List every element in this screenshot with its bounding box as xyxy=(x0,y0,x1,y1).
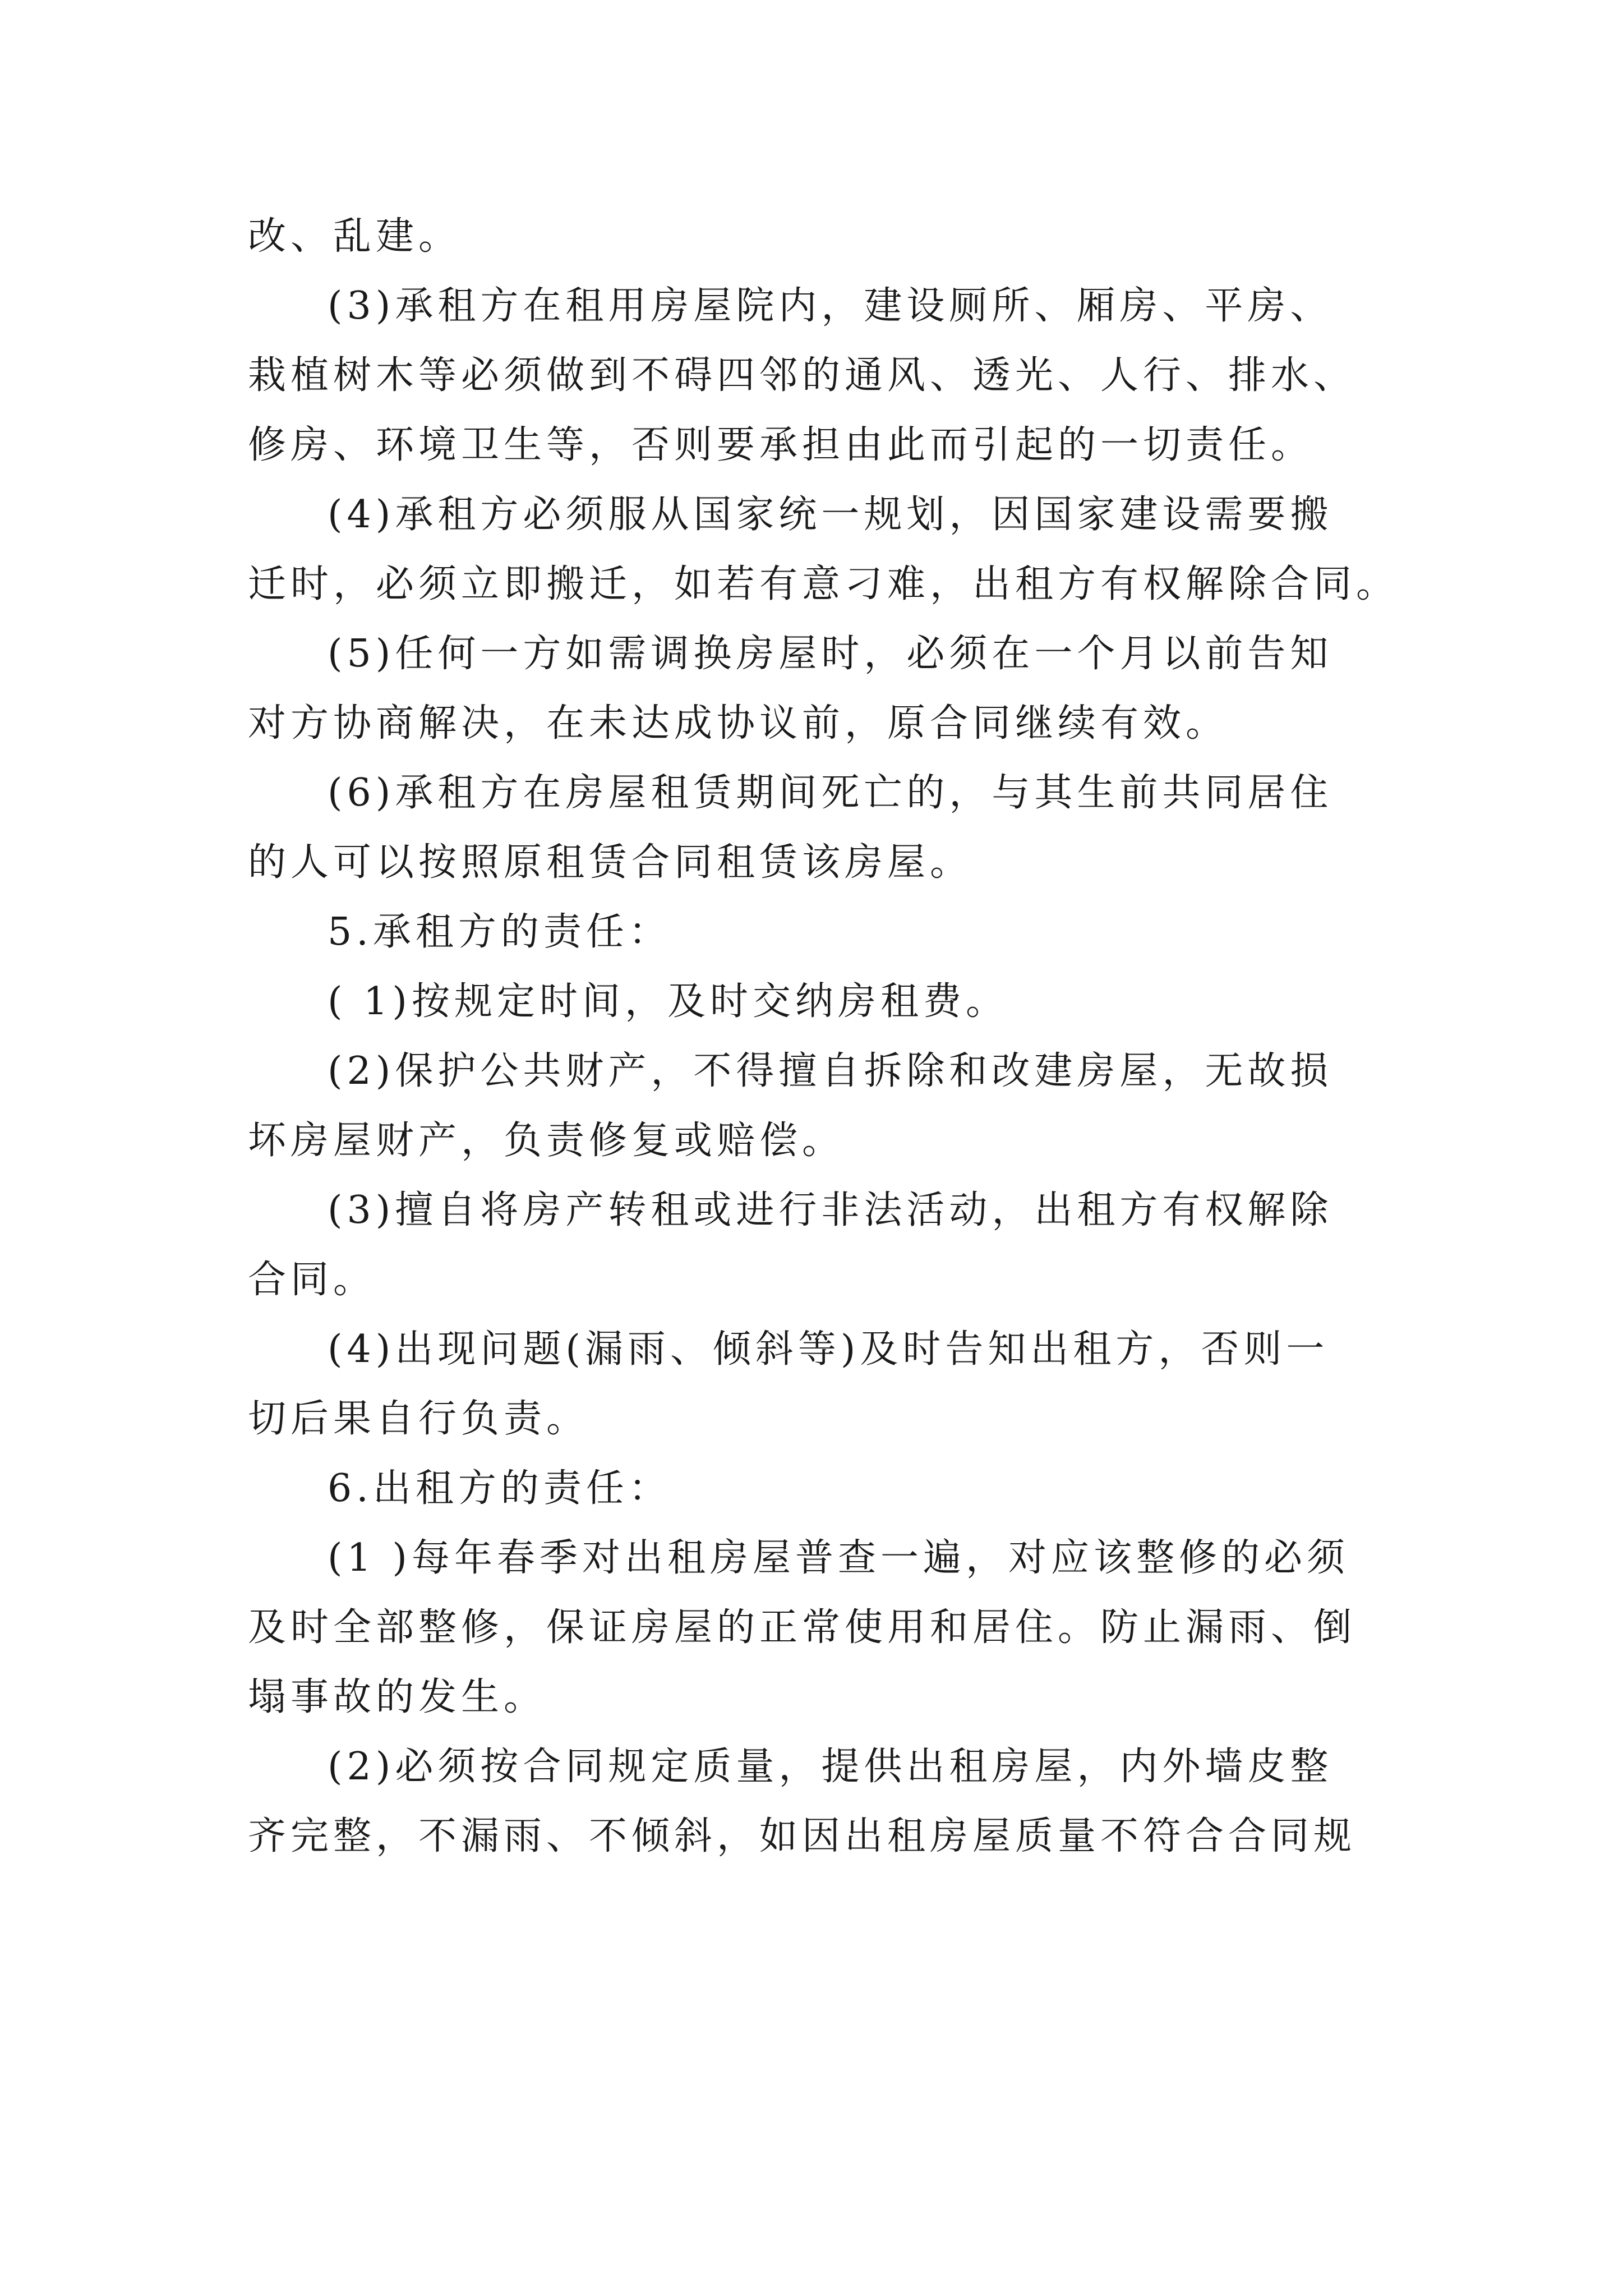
text-line: 的人可以按照原租赁合同租赁该房屋。 xyxy=(248,840,973,885)
text-line: 塌事故的发生。 xyxy=(248,1675,547,1719)
text-line: (4)承租方必须服从国家统一规划，因国家建设需要搬 xyxy=(328,493,1333,537)
text-line: (4)出现问题(漏雨、倾斜等)及时告知出租方，否则一 xyxy=(328,1327,1329,1372)
paragraph-tenant-item-4 xyxy=(248,1315,1386,1454)
text-line: (2)保护公共财产，不得擅自拆除和改建房屋，无故损 xyxy=(328,1049,1333,1093)
paragraph-tenant-item-2 xyxy=(248,1037,1386,1176)
paragraph xyxy=(248,202,1386,272)
text-line: 修房、环境卫生等，否则要承担由此而引起的一切责任。 xyxy=(248,423,1314,467)
paragraph-item-6-death xyxy=(248,758,1386,898)
text-line: (5)任何一方如需调换房屋时，必须在一个月以前告知 xyxy=(328,632,1333,676)
paragraph-tenant-item-3 xyxy=(248,1176,1386,1315)
section-heading-landlord-duties xyxy=(248,1454,1386,1524)
section-heading-tenant-duties xyxy=(248,898,1386,967)
text-line: (6)承租方在房屋租赁期间死亡的，与其生前共同居住 xyxy=(328,771,1333,815)
paragraph-landlord-item-1 xyxy=(248,1524,1386,1732)
paragraph-landlord-item-2 xyxy=(248,1732,1386,1871)
document-body xyxy=(248,202,1399,1871)
paragraph-item-4-relocation xyxy=(248,480,1399,619)
text-line: (3)承租方在租用房屋院内，建设厕所、厢房、平房、 xyxy=(328,284,1333,328)
text-line: 改、乱建。 xyxy=(248,214,462,259)
text-line: 坏房屋财产，负责修复或赔偿。 xyxy=(248,1119,845,1163)
text-line: 齐完整，不漏雨、不倾斜，如因出租房屋质量不符合合同规 xyxy=(248,1814,1357,1858)
text-line: 栽植树木等必须做到不碍四邻的通风、透光、人行、排水、 xyxy=(248,353,1357,398)
text-line: 5.承租方的责任： xyxy=(328,910,671,954)
text-line: ( 1)按规定时间，及时交纳房租费。 xyxy=(328,979,1008,1024)
text-line: 切后果自行负责。 xyxy=(248,1397,589,1441)
paragraph-item-3-courtyard xyxy=(248,272,1386,480)
text-line: 及时全部整修，保证房屋的正常使用和居住。防止漏雨、倒 xyxy=(248,1605,1357,1650)
text-line: 6.出租方的责任： xyxy=(328,1466,671,1511)
paragraph-item-5-exchange xyxy=(248,619,1386,758)
text-line: 对方协商解决，在未达成协议前，原合同继续有效。 xyxy=(248,701,1229,746)
text-line: (3)擅自将房产转租或进行非法活动，出租方有权解除 xyxy=(328,1188,1333,1232)
text-line: 合同。 xyxy=(248,1258,376,1302)
text-line: (1 )每年春季对出租房屋普查一遍，对应该整修的必须 xyxy=(328,1536,1349,1580)
paragraph-tenant-item-1 xyxy=(248,967,1386,1037)
text-line: (2)必须按合同规定质量，提供出租房屋，内外墙皮整 xyxy=(328,1745,1333,1789)
text-line: 迁时，必须立即搬迁，如若有意刁难，出租方有权解除合同。 xyxy=(248,562,1399,606)
